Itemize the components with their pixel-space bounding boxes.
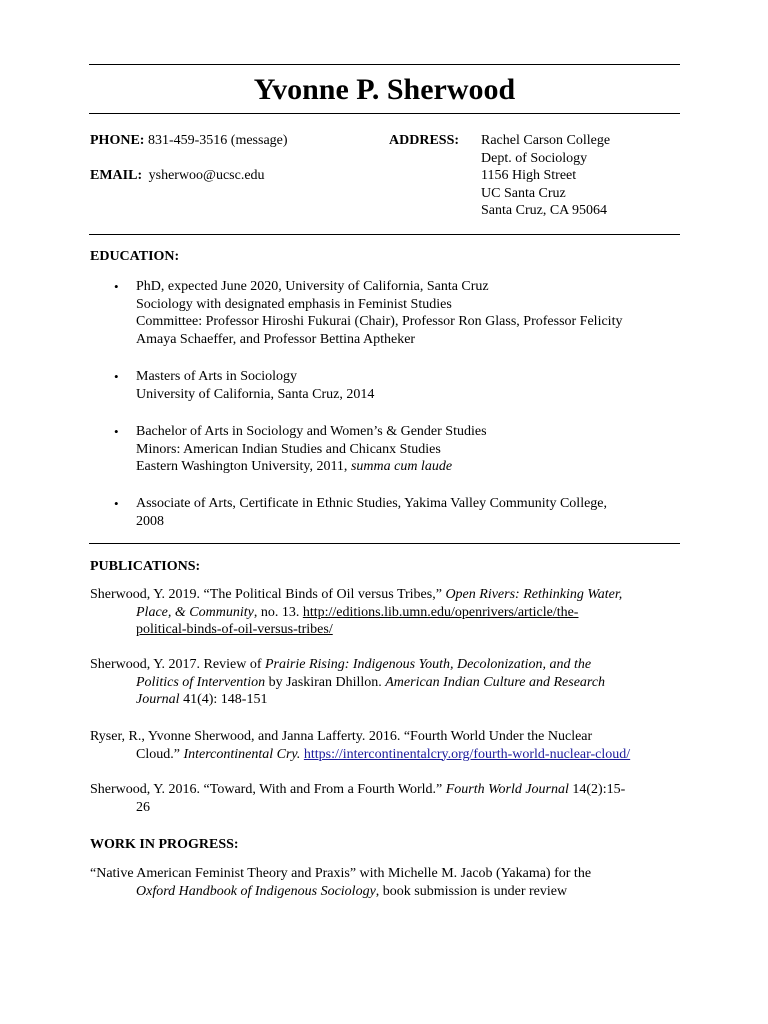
education-line: Minors: American Indian Studies and Chicanx Studies	[136, 441, 441, 457]
address-block	[481, 132, 610, 220]
education-line: Eastern Washington University, 2011, summa cum laude	[136, 459, 453, 475]
publication-entry: Sherwood, Y. 2016. “Toward, With and From a Fourth World.” Fourth World Journal 14(2):15- 26	[90, 782, 626, 815]
education-line: 2008	[136, 513, 164, 529]
bullet-icon: •	[114, 496, 119, 511]
journal-title: American Indian Culture and Research	[385, 674, 606, 690]
email-value: ysherwoo@ucsc.edu	[148, 168, 265, 183]
phone-label: PHONE:	[90, 133, 145, 148]
phone-value: 831-459-3516 (message)	[147, 133, 288, 148]
address-line: UC Santa Cruz	[481, 185, 566, 201]
name-rule	[89, 113, 680, 114]
address-line: Santa Cruz, CA 95064	[481, 203, 607, 219]
honor-text: summa cum laude	[350, 459, 453, 475]
publications-heading: PUBLICATIONS:	[90, 559, 201, 574]
work-in-progress-heading: WORK IN PROGRESS:	[90, 837, 239, 852]
address-line: Rachel Carson College	[481, 133, 611, 148]
publication-link[interactable]: https://intercontinentalcry.org/fourth-world-nuclear-cloud/	[303, 746, 631, 762]
address-line: 1156 High Street	[481, 168, 577, 184]
page-title: Yvonne P. Sherwood	[253, 73, 516, 106]
email-label: EMAIL:	[90, 168, 143, 183]
journal-title: Open Rivers: Rethinking Water,	[445, 587, 623, 602]
book-title: Oxford Handbook of Indigenous Sociology	[136, 883, 376, 899]
publication-entry: Ryser, R., Yvonne Sherwood, and Janna Lafferty. 2016. “Fourth World Under the Nuclear Cloud.” Intercontinental Cry. https://intercontinentalcry.org/fourth-world-nuclear-cloud/	[90, 729, 631, 762]
publication-link[interactable]: political-binds-of-oil-versus-tribes/	[136, 622, 333, 638]
education-heading: EDUCATION:	[90, 249, 180, 264]
journal-title: Fourth World Journal	[445, 782, 569, 797]
education-rule	[89, 543, 680, 544]
journal-title: Journal	[136, 692, 180, 708]
publication-entry: Sherwood, Y. 2019. “The Political Binds of Oil versus Tribes,” Open Rivers: Rethinking Water, Place, & Community, no. 13. http://editions.lib.umn.edu/openrivers/article/the- political-binds-of-oil-versus-tribes/	[90, 587, 623, 638]
publication-link[interactable]: http://editions.lib.umn.edu/openrivers/article/the-	[302, 604, 579, 620]
top-rule	[89, 64, 680, 65]
bullet-icon: •	[114, 369, 119, 384]
phone-line	[90, 132, 288, 150]
bullet-icon: •	[114, 279, 119, 294]
education-line: Bachelor of Arts in Sociology and Women’s & Gender Studies	[136, 424, 487, 439]
email-line	[90, 167, 265, 185]
education-line: Amaya Schaeffer, and Professor Bettina Aptheker	[136, 331, 416, 347]
book-title: Prairie Rising: Indigenous Youth, Decolonization, and the	[265, 657, 592, 672]
education-line: Masters of Arts in Sociology	[136, 369, 297, 384]
journal-title: Intercontinental Cry.	[183, 746, 301, 762]
address-label: ADDRESS:	[389, 133, 460, 148]
book-title: Politics of Intervention	[136, 674, 266, 690]
publication-entry: Sherwood, Y. 2017. Review of Prairie Rising: Indigenous Youth, Decolonization, and the Politics of Intervention by Jaskiran Dhillon. American Indian Culture and Research Journal 41(4): 148-151	[90, 657, 606, 708]
journal-title: Place, & Community	[136, 604, 254, 620]
education-line: Committee: Professor Hiroshi Fukurai (Chair), Professor Ron Glass, Professor Felicity	[136, 314, 623, 330]
bullet-icon: •	[114, 424, 119, 439]
education-line: Sociology with designated emphasis in Feminist Studies	[136, 296, 452, 312]
address-line: Dept. of Sociology	[481, 150, 588, 166]
contact-rule	[89, 234, 680, 235]
education-line: PhD, expected June 2020, University of California, Santa Cruz	[136, 279, 489, 294]
education-line: University of California, Santa Cruz, 2014	[136, 386, 375, 402]
work-in-progress-entry: “Native American Feminist Theory and Praxis” with Michelle M. Jacob (Yakama) for the Oxford Handbook of Indigenous Sociology, book submission is under review	[90, 866, 592, 899]
education-line: Associate of Arts, Certificate in Ethnic Studies, Yakima Valley Community College,	[136, 496, 608, 511]
